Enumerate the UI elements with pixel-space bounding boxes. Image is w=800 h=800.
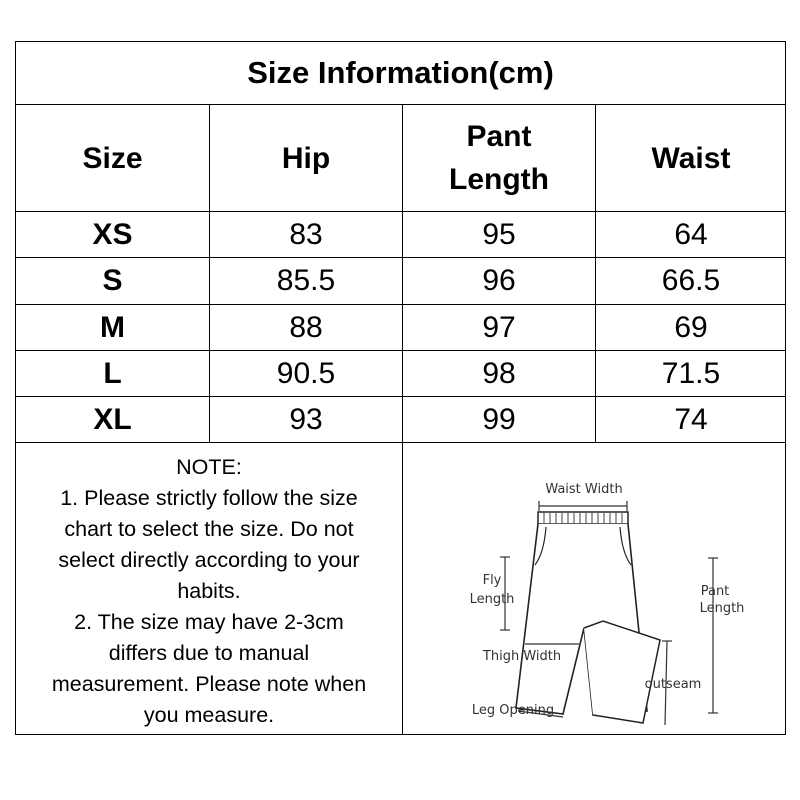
thigh-width-label: Thigh Width [482,649,562,664]
size-chart [15,41,786,735]
size-note [16,443,402,735]
note-line: chart to select the size. Do not [64,517,354,541]
pant-leg-shape [584,621,660,723]
pant-length-cell: 95 [482,217,516,251]
hip-cell: 90.5 [276,356,336,390]
header-hip: Hip [281,141,331,175]
leg-opening-label: Leg Opening [471,703,555,718]
waist-cell: 69 [674,310,708,344]
pant-length-cell: 97 [482,310,516,344]
fly-length-label-line2: Length [469,592,515,607]
note-line: differs due to manual [108,641,310,665]
pant-length-cell: 99 [482,402,516,436]
header-size: Size [82,141,143,175]
table-title: Size Information(cm) [247,55,554,90]
pant-length-label-line1: Pant [700,584,730,599]
pant-length-label-line2: Length [699,601,745,616]
size-cell: XS [92,217,133,251]
size-cell: L [103,356,122,390]
fly-length-label-line1: Fly [482,573,502,588]
hip-cell: 93 [289,402,323,436]
measurement-diagram [403,443,786,735]
note-line: you measure. [143,703,275,727]
pants-illustration [403,443,786,735]
note-line: select directly according to your [58,548,360,572]
waist-width-label: Waist Width [545,482,623,497]
waist-cell: 66.5 [661,264,721,297]
waist-cell: 74 [674,402,708,436]
note-line: 1. Please strictly follow the size [60,486,358,510]
header-waist: Waist [651,141,731,175]
hip-cell: 83 [289,217,323,251]
size-cell: M [100,310,125,344]
hip-cell: 85.5 [276,264,336,297]
note-line: NOTE: [176,455,242,479]
hip-cell: 88 [289,310,323,344]
waist-cell: 71.5 [661,356,721,390]
note-line: habits. [177,579,241,603]
header-pant-length-line1: Pant [466,120,532,153]
size-cell: XL [93,402,132,436]
pant-length-cell: 98 [482,356,516,390]
header-pant-length [403,105,595,211]
waist-cell: 64 [674,217,708,251]
pant-length-cell: 96 [482,264,516,297]
header-pant-length-line2: Length [449,163,549,196]
size-cell: S [102,264,123,297]
waistband-shape [538,512,628,524]
note-line: 2. The size may have 2-3cm [74,610,344,634]
note-line: measurement. Please note when [51,672,367,696]
outseam-label: outseam [644,677,702,692]
